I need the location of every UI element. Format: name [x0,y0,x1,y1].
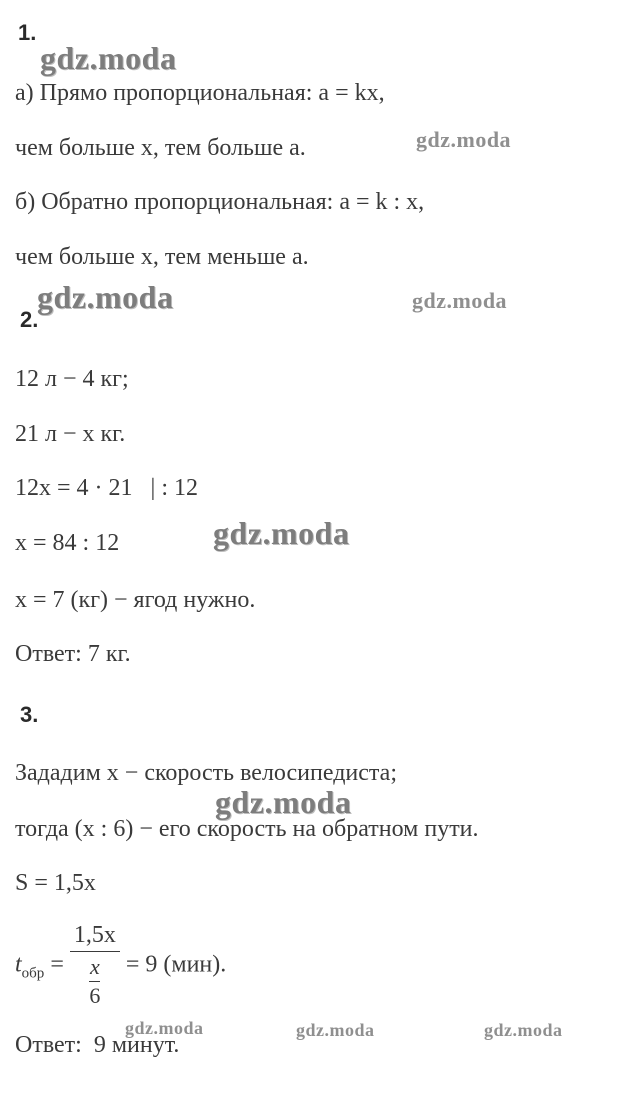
watermark: gdz.moda [40,40,177,76]
text-line: x = 7 (кг) − ягод нужно. [15,587,256,613]
text-line: чем больше x, тем меньше a. [15,244,309,270]
formula-rhs: = 9 (мин). [125,951,227,978]
watermark: gdz.moda [484,1020,563,1040]
formula: $t_{обр}$ = $\frac{1,5x}{\frac{x}{6}}$ = 9 (мин). [15,922,227,1008]
watermark: gdz.moda [296,1020,375,1040]
nested-numerator: x [89,954,100,979]
watermark: gdz.moda [416,127,512,152]
answer-line: Ответ: 7 кг. [15,641,131,667]
fraction [70,922,120,1010]
watermark: gdz.moda [37,279,174,315]
text-line: а) Прямо пропорциональная: a = kx, [15,80,385,106]
equation-line: x = 84 : 12 [15,530,120,556]
text-line: 12 л − 4 кг; [15,366,129,392]
section-number: 1. [18,20,37,45]
equation-line: S = 1,5x [15,870,96,896]
nested-denominator: 6 [89,983,101,1008]
formula-subscript: обр [21,965,45,982]
text-line: 21 л − x кг. [15,421,126,447]
text-line: Зададим x − скорость велосипедиста; [15,760,397,786]
section-number: 2. [20,307,39,332]
watermark: gdz.moda [213,515,350,551]
fraction-numerator: 1,5x [73,922,116,948]
nested-fraction [89,954,100,1009]
text-line: тогда (x : 6) − его скорость на обратном пути. [15,816,479,842]
text-line: б) Обратно пропорциональная: a = k : x, [15,189,425,215]
text-line: чем больше x, тем больше a. [15,135,306,161]
watermark: gdz.moda [125,1018,204,1038]
watermark: gdz.moda [412,288,508,313]
answer-line: Ответ: 9 минут. [15,1032,180,1058]
equation-line: 12x = 4 · 21 | : 12 [15,475,198,501]
watermark: gdz.moda [215,784,352,820]
section-number: 3. [20,702,39,727]
formula-lhs: t [15,951,22,978]
